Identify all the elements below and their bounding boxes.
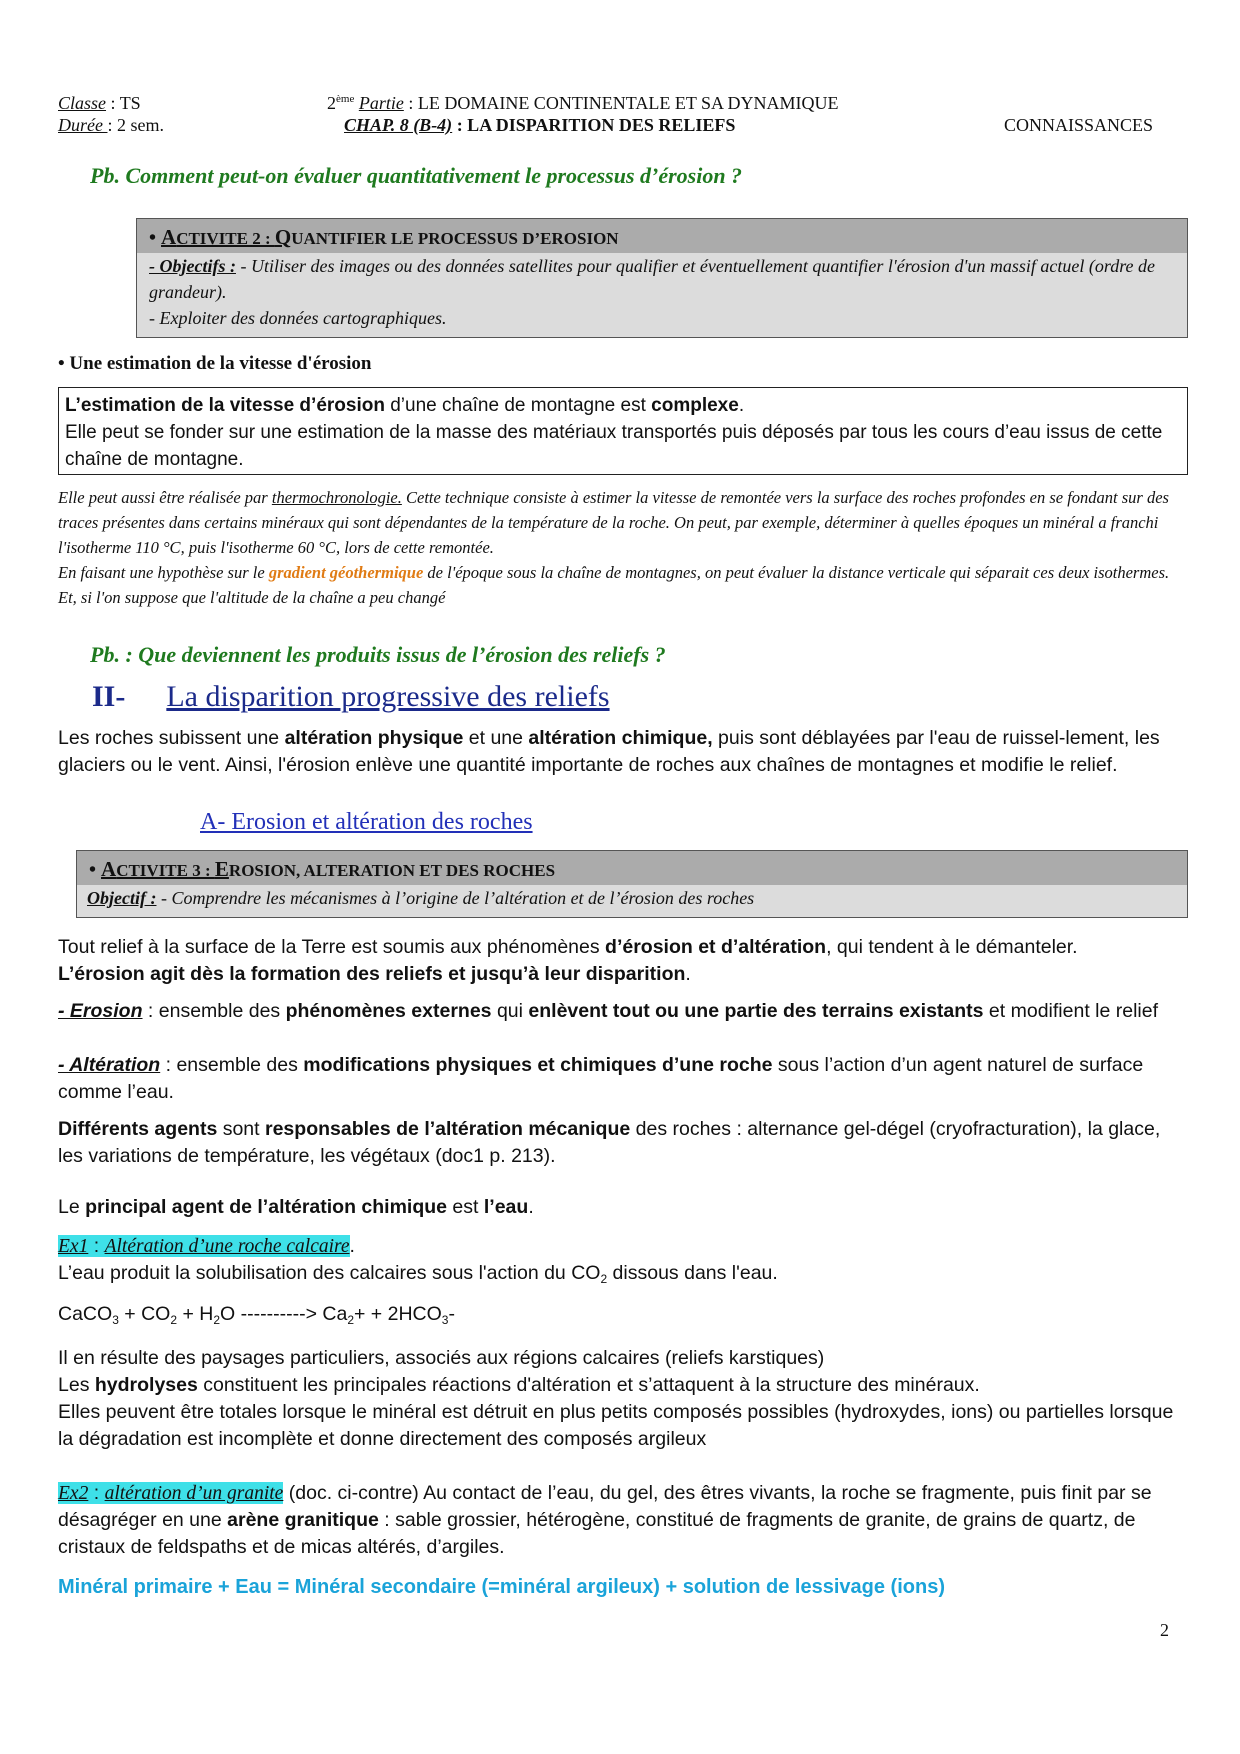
activite-2-title (137, 219, 1187, 253)
section-2-heading (92, 680, 610, 714)
chimique-b1: principal agent de l’altération chimique (85, 1196, 448, 1218)
thermo-t4: de l'époque sous la chaîne de montagnes, on peut évaluer la distance verticale qui séparait ces deux isothermes. Et, si l'on suppose que l'altitude de la chaîne a peu changé (58, 563, 1170, 607)
alteration-definition (58, 1052, 1188, 1106)
intro-b2: altération chimique, (528, 727, 713, 749)
title-d: UANTIFIER LE PROCESSUS D’EROSION (291, 229, 619, 248)
section-2-title: La disparition progressive des reliefs (166, 680, 610, 713)
eq-a-sub: 3 (112, 1313, 119, 1327)
activite-2-objectifs (137, 253, 1187, 331)
objectifs-label: - Objectifs : (149, 256, 236, 276)
hydro-l1: Il en résulte des paysages particuliers, associés aux régions calcaires (reliefs karstiques) (58, 1347, 825, 1369)
erosion-definition (58, 998, 1188, 1025)
chimique-t3: . (528, 1196, 534, 1218)
header-chapitre (344, 114, 735, 136)
chimique-t1: Le (58, 1196, 86, 1218)
activite-2-box (136, 218, 1188, 338)
box1-t1: d’une chaîne de montagne est (384, 395, 652, 416)
hydro-l2a: Les (58, 1374, 95, 1396)
chimique-t2: est (447, 1196, 484, 1218)
example-2 (58, 1480, 1188, 1561)
box1-b2: complexe (651, 395, 739, 416)
ex1-label: Ex1 (58, 1236, 89, 1257)
intro-t1: Les roches subissent une (58, 727, 285, 749)
para1-t2: , qui tendent à le démanteler. (826, 936, 1078, 958)
erosion-t2: qui (491, 1000, 529, 1022)
classe-value: : TS (106, 93, 141, 113)
header-duree (58, 114, 164, 136)
ex2-sep: : (88, 1482, 105, 1504)
duree-value: : 2 sem. (107, 115, 164, 135)
agents-b2: responsables de l’altération mécanique (265, 1118, 631, 1140)
header-partie (327, 92, 839, 114)
ex2-t1: (doc. ci-contre) Au contact de l’eau, du gel, des êtres vivants, la roche se fragmente, puis finit par se désagréger en une (58, 1482, 1152, 1531)
objectif-label: Objectif : (87, 888, 157, 908)
eq-d-sub: 2 (347, 1313, 354, 1327)
chimique-b2: l’eau (483, 1196, 529, 1218)
ex1-sep: : (88, 1235, 105, 1257)
equation (58, 1301, 1188, 1328)
ex1-title: Altération d’une roche calcaire (104, 1236, 350, 1257)
ex1-line2b: dissous dans l'eau. (607, 1262, 778, 1284)
estimation-box (58, 387, 1188, 475)
hydrolyse-paragraph (58, 1345, 1188, 1453)
ex2-t2: : sable grossier, hétérogène, constitué de fragments de granite, de grains de quartz, de cristaux de feldspaths et de micas altérés, d’argiles. (58, 1509, 1136, 1558)
title-b: CTIVITE 3 : (116, 861, 215, 880)
eq-d: O ----------> Ca (220, 1303, 348, 1325)
problem-1: Pb. Comment peut-on évaluer quantitativement le processus d’érosion ? (90, 163, 743, 188)
erosion-label: - Erosion (58, 1000, 143, 1022)
example-1 (58, 1233, 1188, 1287)
para1-b2: L’érosion agit dès la formation des reliefs et jusqu’à leur disparition (58, 963, 686, 985)
eq-c: + H (177, 1303, 214, 1325)
title-c: E (214, 857, 229, 881)
page-number: 2 (1160, 1620, 1169, 1640)
title-b: CTIVITE 2 : (176, 229, 275, 248)
erosion-b1: phénomènes externes (285, 1000, 492, 1022)
bullet: • (149, 227, 157, 249)
subsection-a-heading: A- Erosion et altération des roches (200, 809, 533, 835)
para1-b1: d’érosion et d’altération (605, 936, 827, 958)
ex2-title: altération d’un granite (104, 1483, 284, 1504)
objectifs-text: - Utiliser des images ou des données satellites pour qualifier et éventuellement quantifier l'érosion d'un massif actuel (ordre de grandeur). (149, 256, 1156, 302)
agents-b1: Différents agents (58, 1118, 218, 1140)
partie-num: 2 (327, 93, 336, 113)
agents-paragraph (58, 1116, 1188, 1170)
thermo-t2: Cette technique consiste à estimer la vitesse de remontée vers la surface des roches profondes en se fondant sur des traces présentes dans certains minéraux qui sont dépendantes de la température de la roche. On peut, par exemple, déterminer à quelles époques un minéral a franchi l'isotherme 110 °C, puis l'isotherme 60 °C, lors de cette remontée. (58, 488, 1169, 557)
header-classe (58, 92, 141, 114)
section-2-num: II- (92, 680, 126, 713)
activite-3-box (76, 850, 1188, 918)
thermo-t1: Elle peut aussi être réalisée par (58, 488, 272, 507)
eq-e: + + 2HCO (354, 1303, 442, 1325)
erosion-t3: et modifient le relief (983, 1000, 1159, 1022)
ex2-label: Ex2 (58, 1483, 89, 1504)
box1-b1: L’estimation de la vitesse d’érosion (65, 395, 385, 416)
agents-t2: des roches : alternance gel-dégel (cryofracturation), la glace, les variations de température, les végétaux (doc1 p. 213). (58, 1118, 1161, 1167)
eq-c-sub: 2 (213, 1313, 221, 1327)
erosion-b2: enlèvent tout ou une partie des terrains existants (528, 1000, 984, 1022)
partie-sup: ème (336, 93, 355, 105)
eq-f: - (448, 1303, 455, 1325)
activite-3-title (77, 851, 1187, 885)
gradient-geothermique: gradient géothermique (268, 563, 424, 582)
ex2-b1: arène granitique (227, 1509, 379, 1531)
activite-3-objectif (77, 885, 1187, 911)
intro-paragraph (58, 725, 1190, 779)
thermochronologie-link[interactable]: thermochronologie. (271, 488, 402, 507)
title-c: Q (274, 225, 292, 249)
alteration-t1: : ensemble des (160, 1054, 304, 1076)
intro-b1: altération physique (284, 727, 464, 749)
erosion-t1: : ensemble des (142, 1000, 286, 1022)
para1-t3: . (685, 963, 691, 985)
intro-t2: et une (463, 727, 529, 749)
objectifs-text-2: - Exploiter des données cartographiques. (149, 308, 447, 328)
objectif-text: - Comprendre les mécanismes à l’origine de l’altération et de l’érosion des roches (156, 888, 755, 908)
hydro-l2b: hydrolyses (94, 1374, 198, 1396)
ex1-line2a: L’eau produit la solubilisation des calcaires sous l'action du CO (58, 1262, 601, 1284)
problem-2: Pb. : Que deviennent les produits issus de l’érosion des reliefs ? (90, 642, 666, 667)
header-connaissances: CONNAISSANCES (1004, 115, 1154, 135)
estimation-title: • Une estimation de la vitesse d'érosion (58, 353, 372, 374)
eq-b: + CO (118, 1303, 171, 1325)
title-a: A (101, 857, 117, 881)
ex1-dot: . (349, 1235, 355, 1257)
chimique-paragraph (58, 1194, 1188, 1221)
classe-label: Classe (58, 93, 107, 113)
paragraph-relief (58, 934, 1198, 988)
agents-t1: sont (217, 1118, 265, 1140)
thermo-paragraph (58, 485, 1188, 610)
title-a: A (161, 225, 177, 249)
thermo-t3: En faisant une hypothèse sur le (58, 563, 269, 582)
mineral-formula: Minéral primaire + Eau = Minéral secondaire (=minéral argileux) + solution de lessivage (ions) (58, 1576, 945, 1598)
title-d: ROSION, ALTERATION ET DES ROCHES (228, 861, 556, 880)
partie-label: Partie (358, 93, 404, 113)
ex1-line2-sub: 2 (600, 1272, 608, 1286)
chap-label: CHAP. 8 (B-4) (344, 115, 453, 135)
bullet: • (89, 859, 97, 881)
partie-title: : LE DOMAINE CONTINENTALE ET SA DYNAMIQUE (403, 93, 839, 113)
alteration-label: - Altération (58, 1054, 161, 1076)
para1-t1: Tout relief à la surface de la Terre est soumis aux phénomènes (58, 936, 606, 958)
eq-b-sub: 2 (170, 1313, 178, 1327)
alteration-b1: modifications physiques et chimiques d’une roche (303, 1054, 773, 1076)
hydro-l3: Elles peuvent être totales lorsque le minéral est détruit en plus petits composés possibles (hydroxydes, ions) ou partielles lorsque la dégradation est incomplète et donne directement des composés argileux (58, 1401, 1174, 1450)
alteration-t2: sous l’action d’un agent naturel de surface comme l’eau. (58, 1054, 1144, 1103)
eq-a: CaCO (58, 1303, 113, 1325)
intro-t3: puis sont déblayées par l'eau de ruissel-lement, les glaciers ou le vent. Ainsi, l'érosion enlève une quantité importante de roches aux chaînes de montagnes et modifie le relief. (58, 727, 1160, 776)
duree-label: Durée (58, 115, 108, 135)
chap-title: : LA DISPARITION DES RELIEFS (452, 115, 736, 135)
hydro-l2c: constituent les principales réactions d'altération et s’attaquent à la structure des minéraux. (197, 1374, 980, 1396)
eq-e-sub: 3 (441, 1313, 449, 1327)
box1-t2: . (738, 395, 745, 416)
box1-t3: Elle peut se fonder sur une estimation de la masse des matériaux transportés puis déposés par tous les cours d’eau issus de cette chaîne de montagne. (65, 422, 1163, 470)
